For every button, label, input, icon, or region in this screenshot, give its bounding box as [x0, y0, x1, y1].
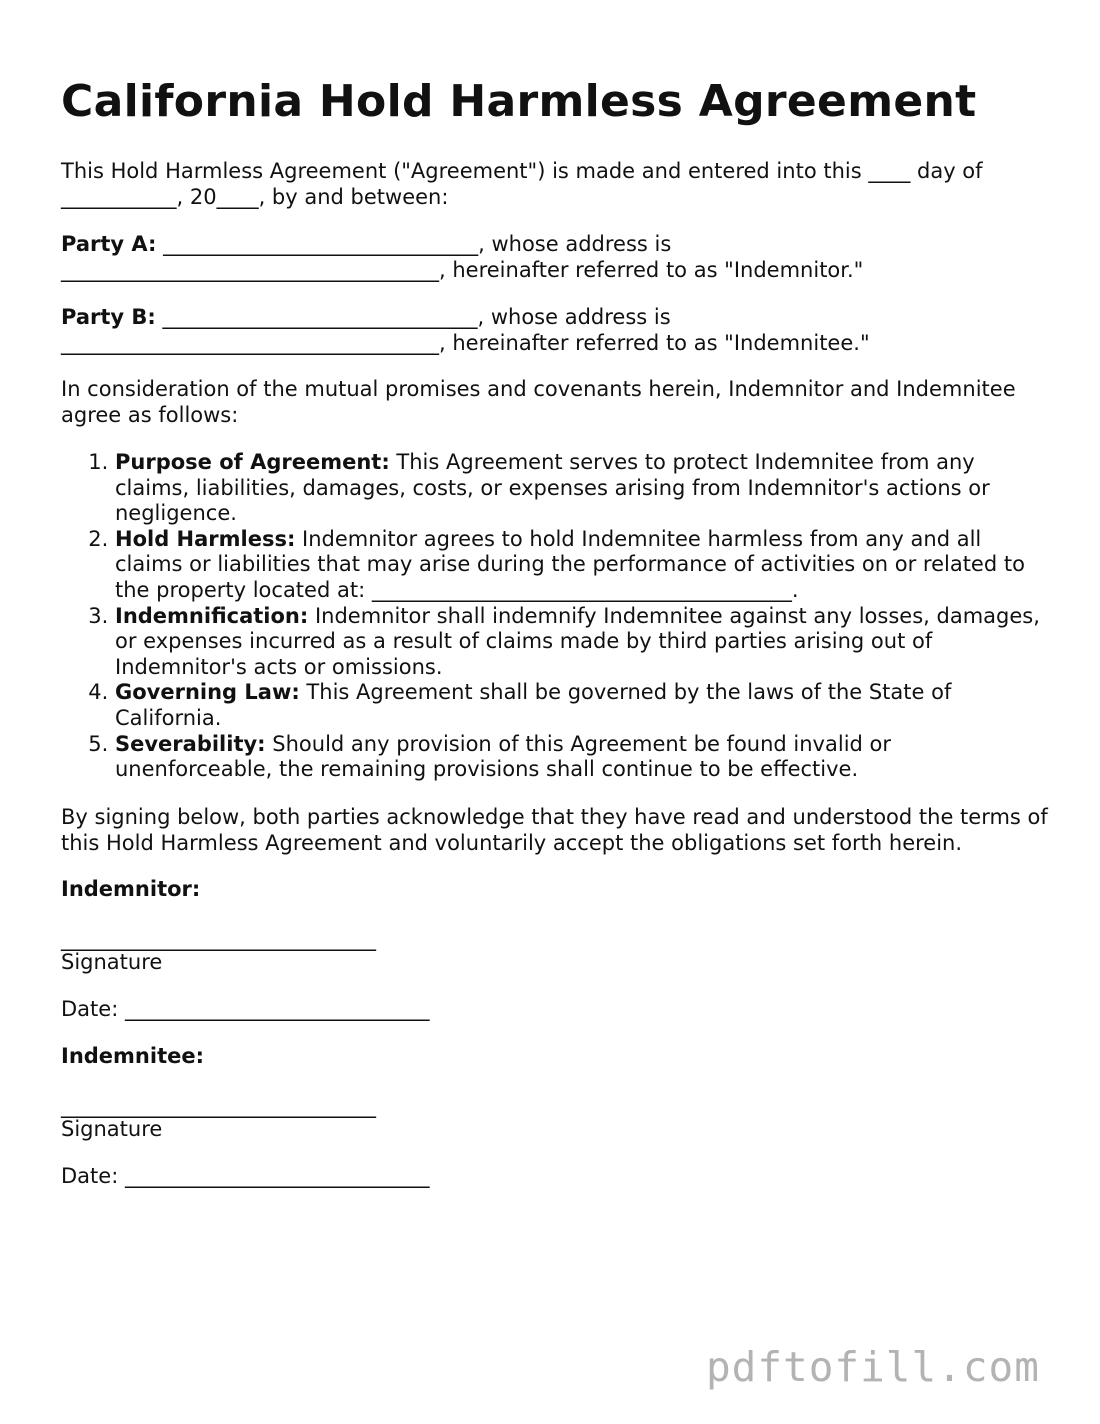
clause-item — [115, 450, 1051, 527]
party-a-name-field: ______________________________, whose address is — [156, 232, 672, 256]
clause-heading: Severability: — [115, 731, 266, 756]
clause-heading: Hold Harmless: — [115, 526, 296, 551]
party-b-label: Party B: — [61, 305, 156, 329]
intro-paragraph — [61, 159, 1051, 210]
clause-item — [115, 732, 1051, 783]
clause-text: Indemnitor shall indemnify Indemnitee against any losses, damages, or expenses incurred as a result of claims made by third parties arising out of Indemnitor's acts or omissions. — [115, 603, 1040, 679]
party-a-line-2: ____________________________________, hereinafter referred to as "Indemnitor." — [61, 257, 864, 282]
party-a-block — [61, 232, 1051, 283]
party-b-block — [61, 305, 1051, 356]
party-a-line-1 — [61, 232, 1051, 258]
clause-heading: Governing Law: — [115, 680, 300, 705]
clause-text: This Agreement serves to protect Indemnitee from any claims, liabilities, damages, costs, or expenses arising from Indemnitor's actions or negligence. — [115, 450, 990, 526]
party-b-line-2: ____________________________________, hereinafter referred to as "Indemnitee." — [61, 330, 870, 355]
clause-text: This Agreement shall be governed by the laws of the State of California. — [115, 680, 952, 730]
indemnitee-date-line: Date: _____________________________ — [61, 1164, 430, 1188]
clause-heading: Purpose of Agreement: — [115, 450, 390, 474]
clause-heading: Indemnification: — [115, 603, 309, 628]
consideration-paragraph: In consideration of the mutual promises and covenants herein, Indemnitor and Indemnitee agree as follows: — [61, 377, 1016, 427]
closing-paragraph: By signing below, both parties acknowledge that they have read and understood the terms of this Hold Harmless Agreement and voluntarily accept the obligations set forth herein. — [61, 805, 1048, 855]
indemnitee-signature-line: ______________________________ — [61, 1094, 376, 1118]
indemnitor-date-line: Date: _____________________________ — [61, 997, 430, 1021]
indemnitee-heading: Indemnitee: — [61, 1044, 204, 1068]
indemnitor-heading: Indemnitor: — [61, 877, 201, 901]
intro-line-1: This Hold Harmless Agreement ("Agreement") is made and entered into this ____ day of — [61, 159, 983, 183]
clause-item — [115, 604, 1051, 681]
clause-item — [115, 527, 1051, 604]
party-b-line-1 — [61, 305, 1051, 331]
clause-text: Should any provision of this Agreement be found invalid or unenforceable, the remaining provisions shall continue to be effective. — [115, 731, 892, 782]
clause-item — [115, 680, 1051, 731]
indemnitor-signature-label: Signature — [61, 950, 163, 974]
indemnitor-signature-line: ______________________________ — [61, 927, 376, 951]
intro-line-2: ___________, 20____, by and between: — [61, 184, 449, 209]
party-a-label: Party A: — [61, 232, 157, 256]
indemnitee-signature-label: Signature — [61, 1117, 163, 1141]
clause-text: Indemnitor agrees to hold Indemnitee harmless from any and all claims or liabilities that may arise during the performance of activities on or related to the property located at: ________________________________________. — [115, 526, 1025, 602]
clauses-list — [61, 450, 1051, 783]
party-b-name-field: ______________________________, whose address is — [155, 305, 671, 329]
document-title: California Hold Harmless Agreement — [61, 76, 977, 127]
watermark-logo: pdftofill.com — [706, 1343, 1040, 1391]
